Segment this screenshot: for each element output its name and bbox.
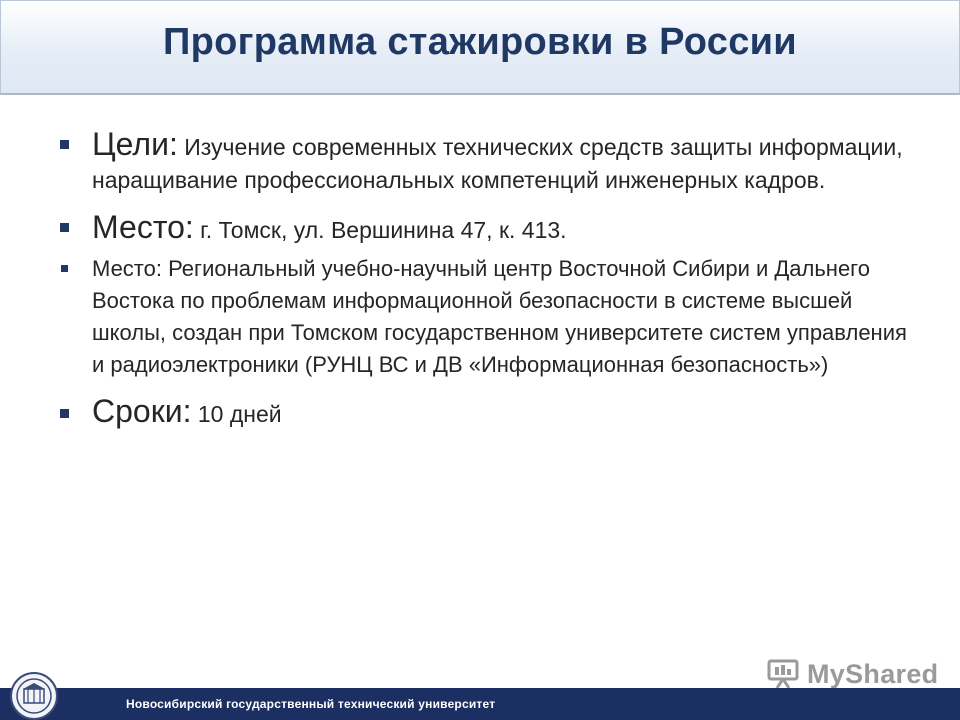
place-label: Место:	[92, 209, 194, 245]
goals-text: Изучение современных технических средств защиты информации, наращивание профессиональных компетенций инженерных кадров.	[92, 134, 903, 193]
place-text: г. Томск, ул. Вершинина 47, к. 413.	[193, 217, 567, 243]
center-text: Место: Региональный учебно-научный центр Восточной Сибири и Дальнего Востока по проблемам информационной безопасности в системе высшей школы, создан при Томском государственном университете систем управления и радиоэлектроники (РУНЦ ВС и ДВ «Информационная безопасность»)	[92, 256, 907, 377]
bullet-terms	[56, 395, 916, 431]
title-bar	[0, 0, 960, 95]
bullet-center	[56, 253, 916, 381]
university-emblem-icon	[10, 672, 58, 720]
myshared-watermark	[767, 656, 938, 692]
presentation-screen-icon	[767, 659, 801, 689]
bullet-goals	[56, 128, 916, 197]
goals-label: Цели:	[92, 126, 178, 162]
slide-content	[56, 128, 916, 431]
slide-title: Программа стажировки в России	[163, 21, 797, 63]
square-bullet-icon	[60, 223, 69, 232]
footer-university: Новосибирский государственный технический университет	[126, 697, 496, 711]
square-bullet-icon	[60, 140, 69, 149]
square-bullet-icon	[60, 409, 69, 418]
square-bullet-icon	[61, 265, 68, 272]
watermark-text: MyShared	[807, 658, 939, 689]
footer-bar	[0, 688, 960, 720]
terms-text: 10 дней	[191, 401, 282, 427]
bullet-place	[56, 211, 916, 247]
terms-label: Сроки:	[92, 393, 192, 429]
